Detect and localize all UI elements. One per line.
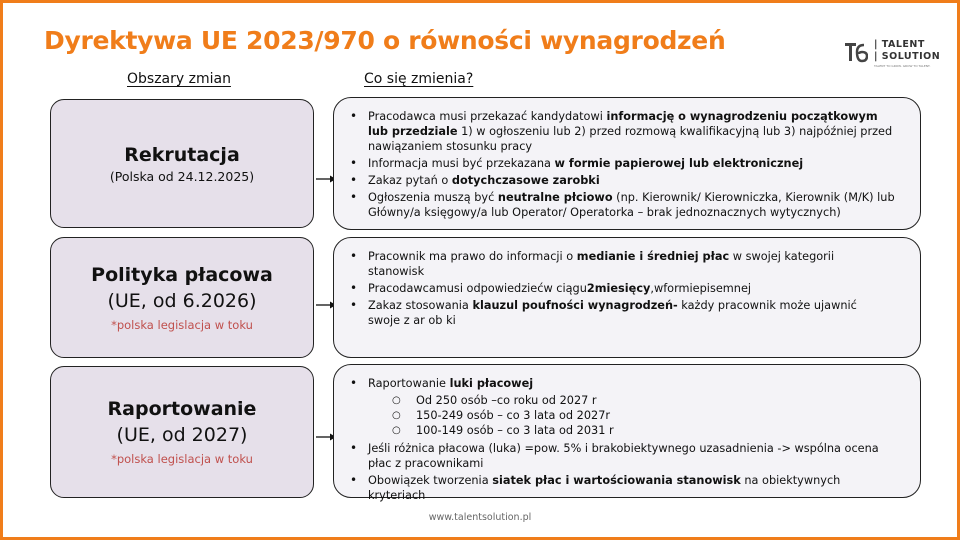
area-title: Raportowanie bbox=[107, 398, 257, 420]
sub-list-item: ○ 100-149 osób – co 3 lata od 2031 r bbox=[348, 423, 884, 438]
slide-title: Dyrektywa UE 2023/970 o równości wynagrodzeń bbox=[44, 26, 726, 55]
area-subtitle: (UE, od 2027) bbox=[116, 424, 248, 446]
list-item: • Zakaz pytań o dotychczasowe zarobki bbox=[348, 173, 896, 188]
list-item: • Pracodawcamusi odpowiedziećw ciągu2miesięcy,wformiepisemnej bbox=[348, 281, 880, 296]
area-title: Rekrutacja bbox=[124, 144, 240, 166]
changes-panel-rekrutacja bbox=[333, 97, 921, 230]
changes-panel-polityka-placowa bbox=[333, 237, 921, 358]
list-item: • Zakaz stosowania klauzul poufności wynagrodzeń- każdy pracownik może ujawnić swoje z ar ob ki bbox=[348, 298, 880, 328]
area-box-raportowanie bbox=[50, 366, 314, 498]
area-title: Polityka płacowa bbox=[91, 263, 273, 286]
list-item: • Pracodawca musi przekazać kandydatowi informację o wynagrodzeniu początkowym lub przedziale 1) w ogłoszeniu lub 2) przed rozmową kwalifikacyjną lub 3) najpóźniej przed nawiązaniem stosunku pracy bbox=[348, 109, 896, 154]
list-item: • Raportowanie luki płacowej bbox=[348, 376, 884, 391]
list-item: • Obowiązek tworzenia siatek płac i wartościowania stanowisk na obiektywnych kryteriach bbox=[348, 473, 884, 503]
list-item: • Pracownik ma prawo do informacji o medianie i średniej płac w swojej kategorii stanowisk bbox=[348, 249, 880, 279]
logo-wordmark: | TALENT | SOLUTION bbox=[874, 39, 941, 62]
list-item: • Jeśli różnica płacowa (luka) =pow. 5% i brakobiektywnego uzasadnienia -> wspólna ocena płac z pracownikami bbox=[348, 441, 884, 471]
area-subtitle: (Polska od 24.12.2025) bbox=[109, 169, 255, 184]
company-logo bbox=[844, 38, 944, 68]
list-item: • Ogłoszenia muszą być neutralne płciowo (np. Kierownik/ Kierowniczka, Kierownik (M/K) lub Główny/a księgowy/a lub Operator/ Operatorka – brak jednoznacznych wytycznych) bbox=[348, 190, 896, 220]
logo-line1: TALENT bbox=[881, 39, 925, 50]
area-note: *polska legislacja w toku bbox=[111, 317, 253, 332]
area-box-polityka-placowa bbox=[50, 237, 314, 358]
area-note: *polska legislacja w toku bbox=[111, 452, 253, 466]
left-column-header: Obszary zmian bbox=[127, 71, 231, 87]
changes-panel-raportowanie bbox=[333, 364, 921, 502]
list-item: • Informacja musi być przekazana w formie papierowej lub elektronicznej bbox=[348, 156, 896, 171]
logo-tagline: TALENT TO GROW. GROW TO TALENT. bbox=[874, 64, 931, 68]
logo-mark-icon bbox=[844, 40, 868, 64]
logo-line2: SOLUTION bbox=[881, 51, 941, 62]
right-column-header: Co się zmienia? bbox=[364, 71, 474, 87]
area-box-rekrutacja bbox=[50, 99, 314, 228]
footer-website-link[interactable]: www.talentsolution.pl bbox=[428, 512, 532, 523]
sub-list-item: ○ 150-249 osób – co 3 lata od 2027r bbox=[348, 408, 884, 423]
area-subtitle: (UE, od 6.2026) bbox=[107, 289, 257, 312]
sub-list-item: ○ Od 250 osób –co roku od 2027 r bbox=[348, 393, 884, 408]
